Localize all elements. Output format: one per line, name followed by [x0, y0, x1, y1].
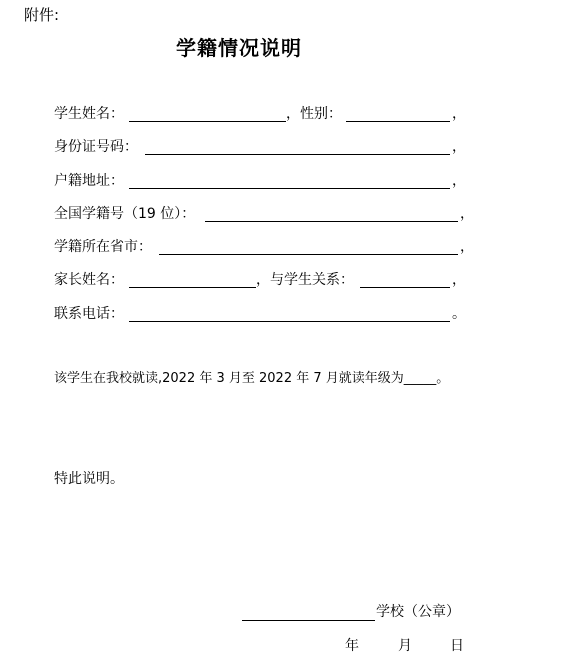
school-signature-blank [242, 620, 375, 621]
phone-blank [129, 321, 450, 322]
day-label: 日 [450, 638, 464, 654]
relation-label: ，与学生关系： [256, 272, 354, 288]
conclusion-text: 特此说明。 [54, 471, 124, 487]
document-title: 学籍情况说明 [176, 36, 302, 60]
row-comma: ， [452, 173, 466, 189]
row-comma: ， [452, 139, 466, 155]
parent-name-blank [129, 287, 256, 288]
registration-location-label: 学籍所在省市： [54, 239, 152, 255]
month-label: 月 [398, 638, 412, 654]
gender-label: ，性别： [286, 106, 342, 122]
school-seal-label: 学校（公章） [376, 604, 460, 620]
row-comma: ， [460, 206, 474, 222]
relation-blank [360, 287, 450, 288]
parent-name-label: 家长姓名： [54, 272, 124, 288]
id-number-label: 身份证号码： [54, 139, 138, 155]
national-student-id-blank [205, 221, 458, 222]
registration-location-blank [159, 254, 458, 255]
national-student-id-label: 全国学籍号（19 位）： [54, 206, 196, 222]
student-name-label: 学生姓名： [54, 106, 124, 122]
year-label: 年 [345, 638, 359, 654]
enrollment-statement: 该学生在我校就读,2022 年 3 月至 2022 年 7 月就读年级为_____。 [54, 371, 450, 386]
household-address-label: 户籍地址： [54, 173, 124, 189]
row-comma: ， [452, 272, 466, 288]
id-number-blank [145, 154, 450, 155]
gender-blank [346, 121, 450, 122]
phone-label: 联系电话： [54, 306, 124, 322]
household-address-blank [129, 188, 450, 189]
row-comma: ， [452, 106, 466, 122]
student-name-blank [129, 121, 286, 122]
row-period: 。 [452, 306, 466, 322]
row-comma: ， [460, 239, 474, 255]
attachment-label: 附件: [24, 6, 60, 24]
